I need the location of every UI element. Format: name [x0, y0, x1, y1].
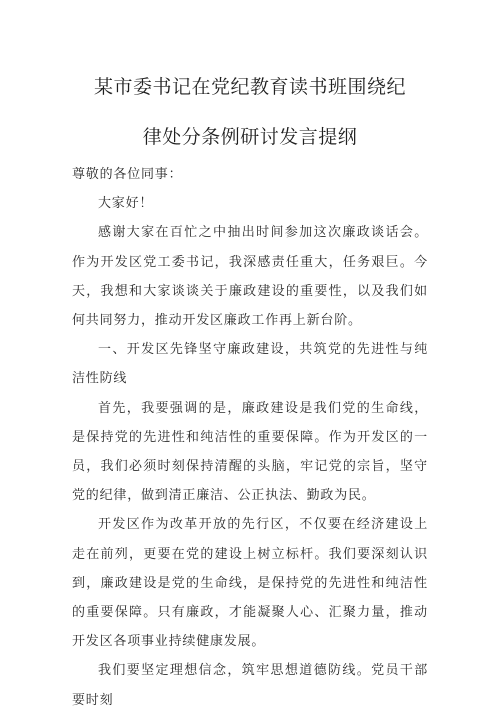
greeting: 大家好！: [98, 196, 154, 212]
body-paragraph: 我们要坚定理想信念，筑牢思想道德防线。党员干部要时刻: [72, 663, 428, 708]
body-paragraph: 首先，我要强调的是，廉政建设是我们党的生命线，是保持党的先进性和纯洁性的重要保障。作为开发区的一员，我们必须时刻保持清醒的头脑，牢记党的宗旨，坚守党的纪律，做到清正廉洁、公正执法、勤政为民。: [72, 400, 428, 504]
document-title-line-2: 律处分条例研讨发言提纲: [142, 126, 358, 148]
body-paragraph: 开发区作为改革开放的先行区，不仅要在经济建设上走在前列，更要在党的建设上树立标杆。我们要深刻认识到，廉政建设是党的生命线，是保持党的先进性和纯洁性的重要保障。只有廉政，才能凝聚人心、汇聚力量，推动开发区各项事业持续健康发展。: [72, 517, 428, 650]
document-body: [72, 160, 428, 715]
document-title-line-1: 某市委书记在党纪教育读书班围绕纪: [93, 76, 406, 98]
salutation: 尊敬的各位同事：: [72, 167, 183, 182]
body-paragraph: 感谢大家在百忙之中抽出时间参加这次廉政谈话会。作为开发区党工委书记，我深感责任重大，任务艰巨。今天，我想和大家谈谈关于廉政建设的重要性，以及我们如何共同努力，推动开发区廉政工作再上新台阶。: [72, 225, 428, 329]
section-heading: 一、开发区先锋坚守廉政建设，共筑党的先进性与纯洁性防线: [72, 342, 428, 387]
